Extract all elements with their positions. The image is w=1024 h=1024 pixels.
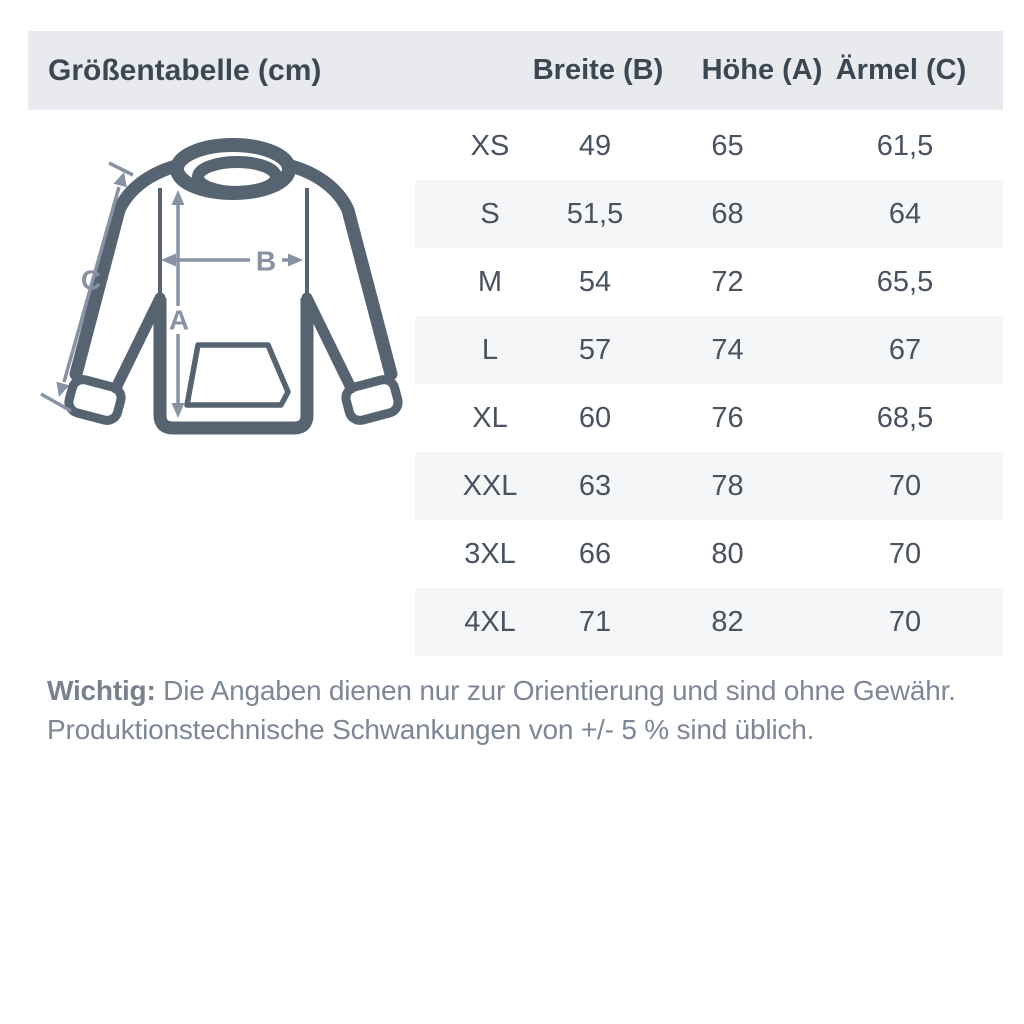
breite-cell: 71 — [578, 605, 612, 638]
table-row — [415, 180, 1003, 248]
table-row — [415, 588, 1003, 656]
breite-cell: 63 — [578, 469, 612, 502]
hoehe-cell: 80 — [711, 537, 744, 570]
table-header-band — [28, 31, 1003, 110]
pocket-outline — [187, 345, 288, 405]
arrowhead-b-right — [288, 254, 303, 267]
size-cell: 4XL — [464, 605, 516, 638]
page-title: Größentabelle (cm) — [48, 53, 322, 87]
table-row — [415, 452, 1003, 520]
disclaimer-bold-label: Wichtig: — [47, 675, 156, 706]
hoehe-cell: 82 — [711, 605, 744, 638]
disclaimer-line-2: Produktionstechnische Schwankungen von +/- 5 % sind üblich. — [47, 714, 815, 745]
table-row — [415, 316, 1003, 384]
disclaimer-line-1 — [47, 671, 967, 710]
hood-inner-ring — [198, 162, 276, 192]
size-table — [415, 112, 1003, 656]
hoehe-cell: 72 — [711, 265, 744, 298]
disclaimer-note — [47, 671, 967, 749]
size-cell: S — [480, 197, 500, 230]
arrowhead-c-top — [114, 172, 127, 187]
disclaimer-text-1: Die Angaben dienen nur zur Orientierung und sind ohne Gewähr. — [163, 675, 956, 706]
dimension-label-c: C — [80, 264, 102, 296]
aermel-cell: 70 — [888, 605, 922, 638]
left-cuff — [66, 377, 123, 423]
hoodie-measurement-diagram — [40, 128, 412, 466]
size-cell: L — [481, 333, 499, 366]
aermel-cell: 65,5 — [876, 265, 934, 298]
table-row — [415, 384, 1003, 452]
size-cell: XS — [470, 129, 510, 162]
table-row — [415, 248, 1003, 316]
column-header-hoehe: Höhe (A) — [701, 54, 823, 86]
right-sleeve-inner — [307, 298, 351, 388]
hoehe-cell: 78 — [711, 469, 744, 502]
aermel-cell: 61,5 — [876, 129, 934, 162]
aermel-cell: 68,5 — [876, 401, 934, 434]
arrowhead-b-left — [161, 254, 176, 267]
column-header-breite: Breite (B) — [532, 54, 664, 86]
size-cell: XL — [472, 401, 508, 434]
table-row — [415, 112, 1003, 180]
size-cell: M — [477, 265, 503, 298]
aermel-cell: 70 — [888, 537, 922, 570]
hoehe-cell: 65 — [711, 129, 744, 162]
aermel-cell: 67 — [888, 333, 922, 366]
hoehe-cell: 74 — [711, 333, 744, 366]
arrowhead-a-top — [172, 190, 185, 205]
breite-cell: 54 — [578, 265, 612, 298]
size-cell: 3XL — [464, 537, 516, 570]
aermel-cell: 70 — [888, 469, 922, 502]
hoodie-illustration — [40, 128, 412, 466]
breite-cell: 51,5 — [566, 197, 624, 230]
size-cell: XXL — [462, 469, 518, 502]
left-sleeve-inner — [116, 298, 160, 388]
breite-cell: 57 — [578, 333, 612, 366]
breite-cell: 66 — [578, 537, 612, 570]
arrowhead-a-bottom — [172, 403, 185, 418]
column-header-aermel: Ärmel (C) — [835, 54, 967, 86]
table-row — [415, 520, 1003, 588]
breite-cell: 49 — [578, 129, 612, 162]
dimension-label-b: B — [255, 245, 277, 277]
aermel-cell: 64 — [888, 197, 922, 230]
dimension-label-a: A — [168, 304, 190, 336]
breite-cell: 60 — [578, 401, 612, 434]
hoehe-cell: 76 — [711, 401, 744, 434]
hoehe-cell: 68 — [711, 197, 744, 230]
right-cuff — [343, 377, 400, 423]
